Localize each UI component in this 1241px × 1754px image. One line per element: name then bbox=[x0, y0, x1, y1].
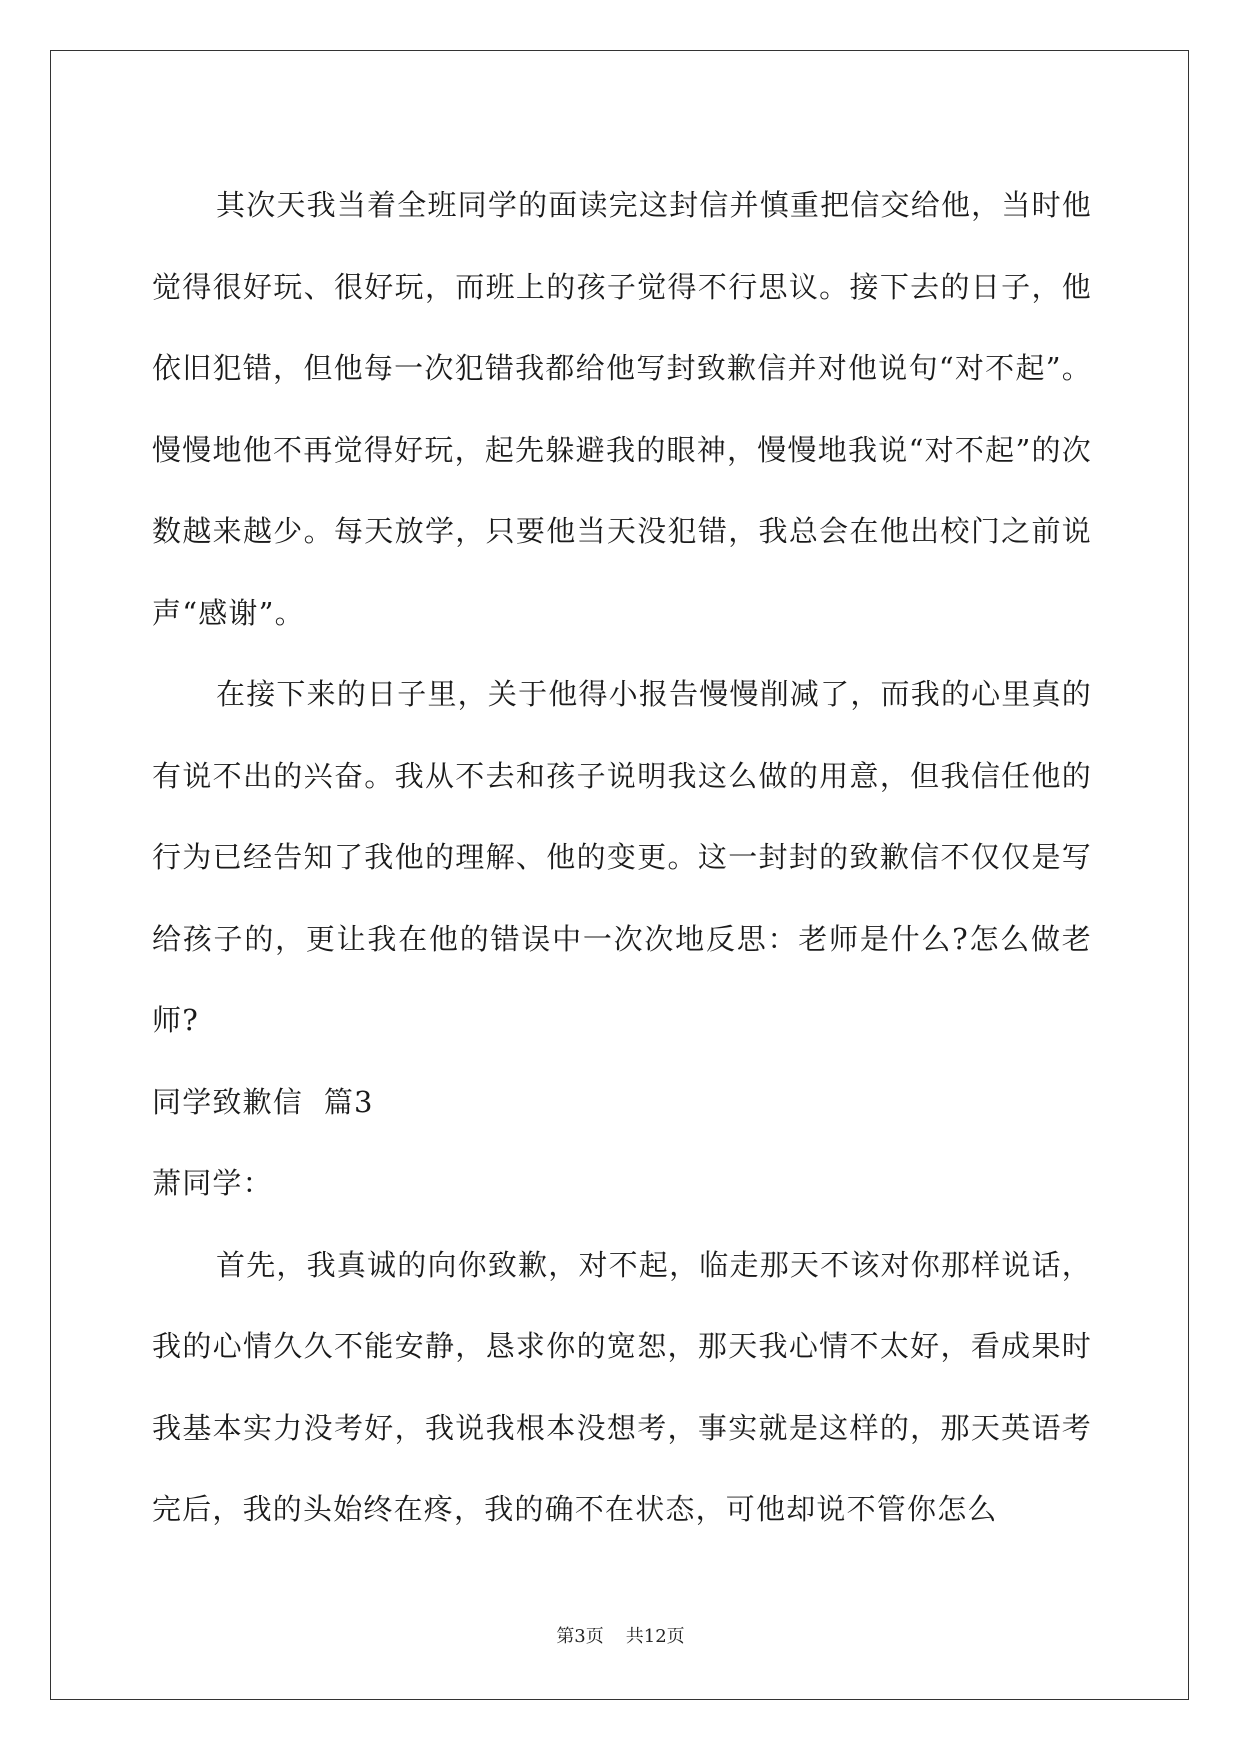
salutation: 萧同学： bbox=[152, 1166, 273, 1200]
document-body bbox=[152, 165, 1092, 1551]
page-number: 第3页 bbox=[556, 1626, 604, 1647]
paragraph-1: 其次天我当着全班同学的面读完这封信并慎重把信交给他，当时他觉得很好玩、很好玩，而班上的孩子觉得不行思议。接下去的日子，他依旧犯错，但他每一次犯错我都给他写封致歉信并对他说句“对不起”。慢慢地他不再觉得好玩，起先躲避我的眼神，慢慢地我说“对不起”的次数越来越少。每天放学，只要他当天没犯错，我总会在他出校门之前说声“感谢”。 bbox=[152, 188, 1092, 630]
page-footer bbox=[0, 1622, 1241, 1648]
section-heading: 同学致歉信 篇3 bbox=[152, 1084, 374, 1119]
paragraph-3: 首先，我真诚的向你致歉，对不起，临走那天不该对你那样说话，我的心情久久不能安静，恳求你的宽恕，那天我心情不太好，看成果时我基本实力没考好，我说我根本没想考，事实就是这样的，那天英语考完后，我的头始终在疼，我的确不在状态，可他却说不管你怎么 bbox=[152, 1247, 1092, 1526]
paragraph-2: 在接下来的日子里，关于他得小报告慢慢削减了，而我的心里真的有说不出的兴奋。我从不去和孩子说明我这么做的用意，但我信任他的行为已经告知了我他的理解、他的变更。这一封封的致歉信不仅仅是写给孩子的，更让我在他的错误中一次次地反思：老师是什么?怎么做老师? bbox=[152, 677, 1092, 1037]
page-total: 共12页 bbox=[625, 1626, 685, 1647]
